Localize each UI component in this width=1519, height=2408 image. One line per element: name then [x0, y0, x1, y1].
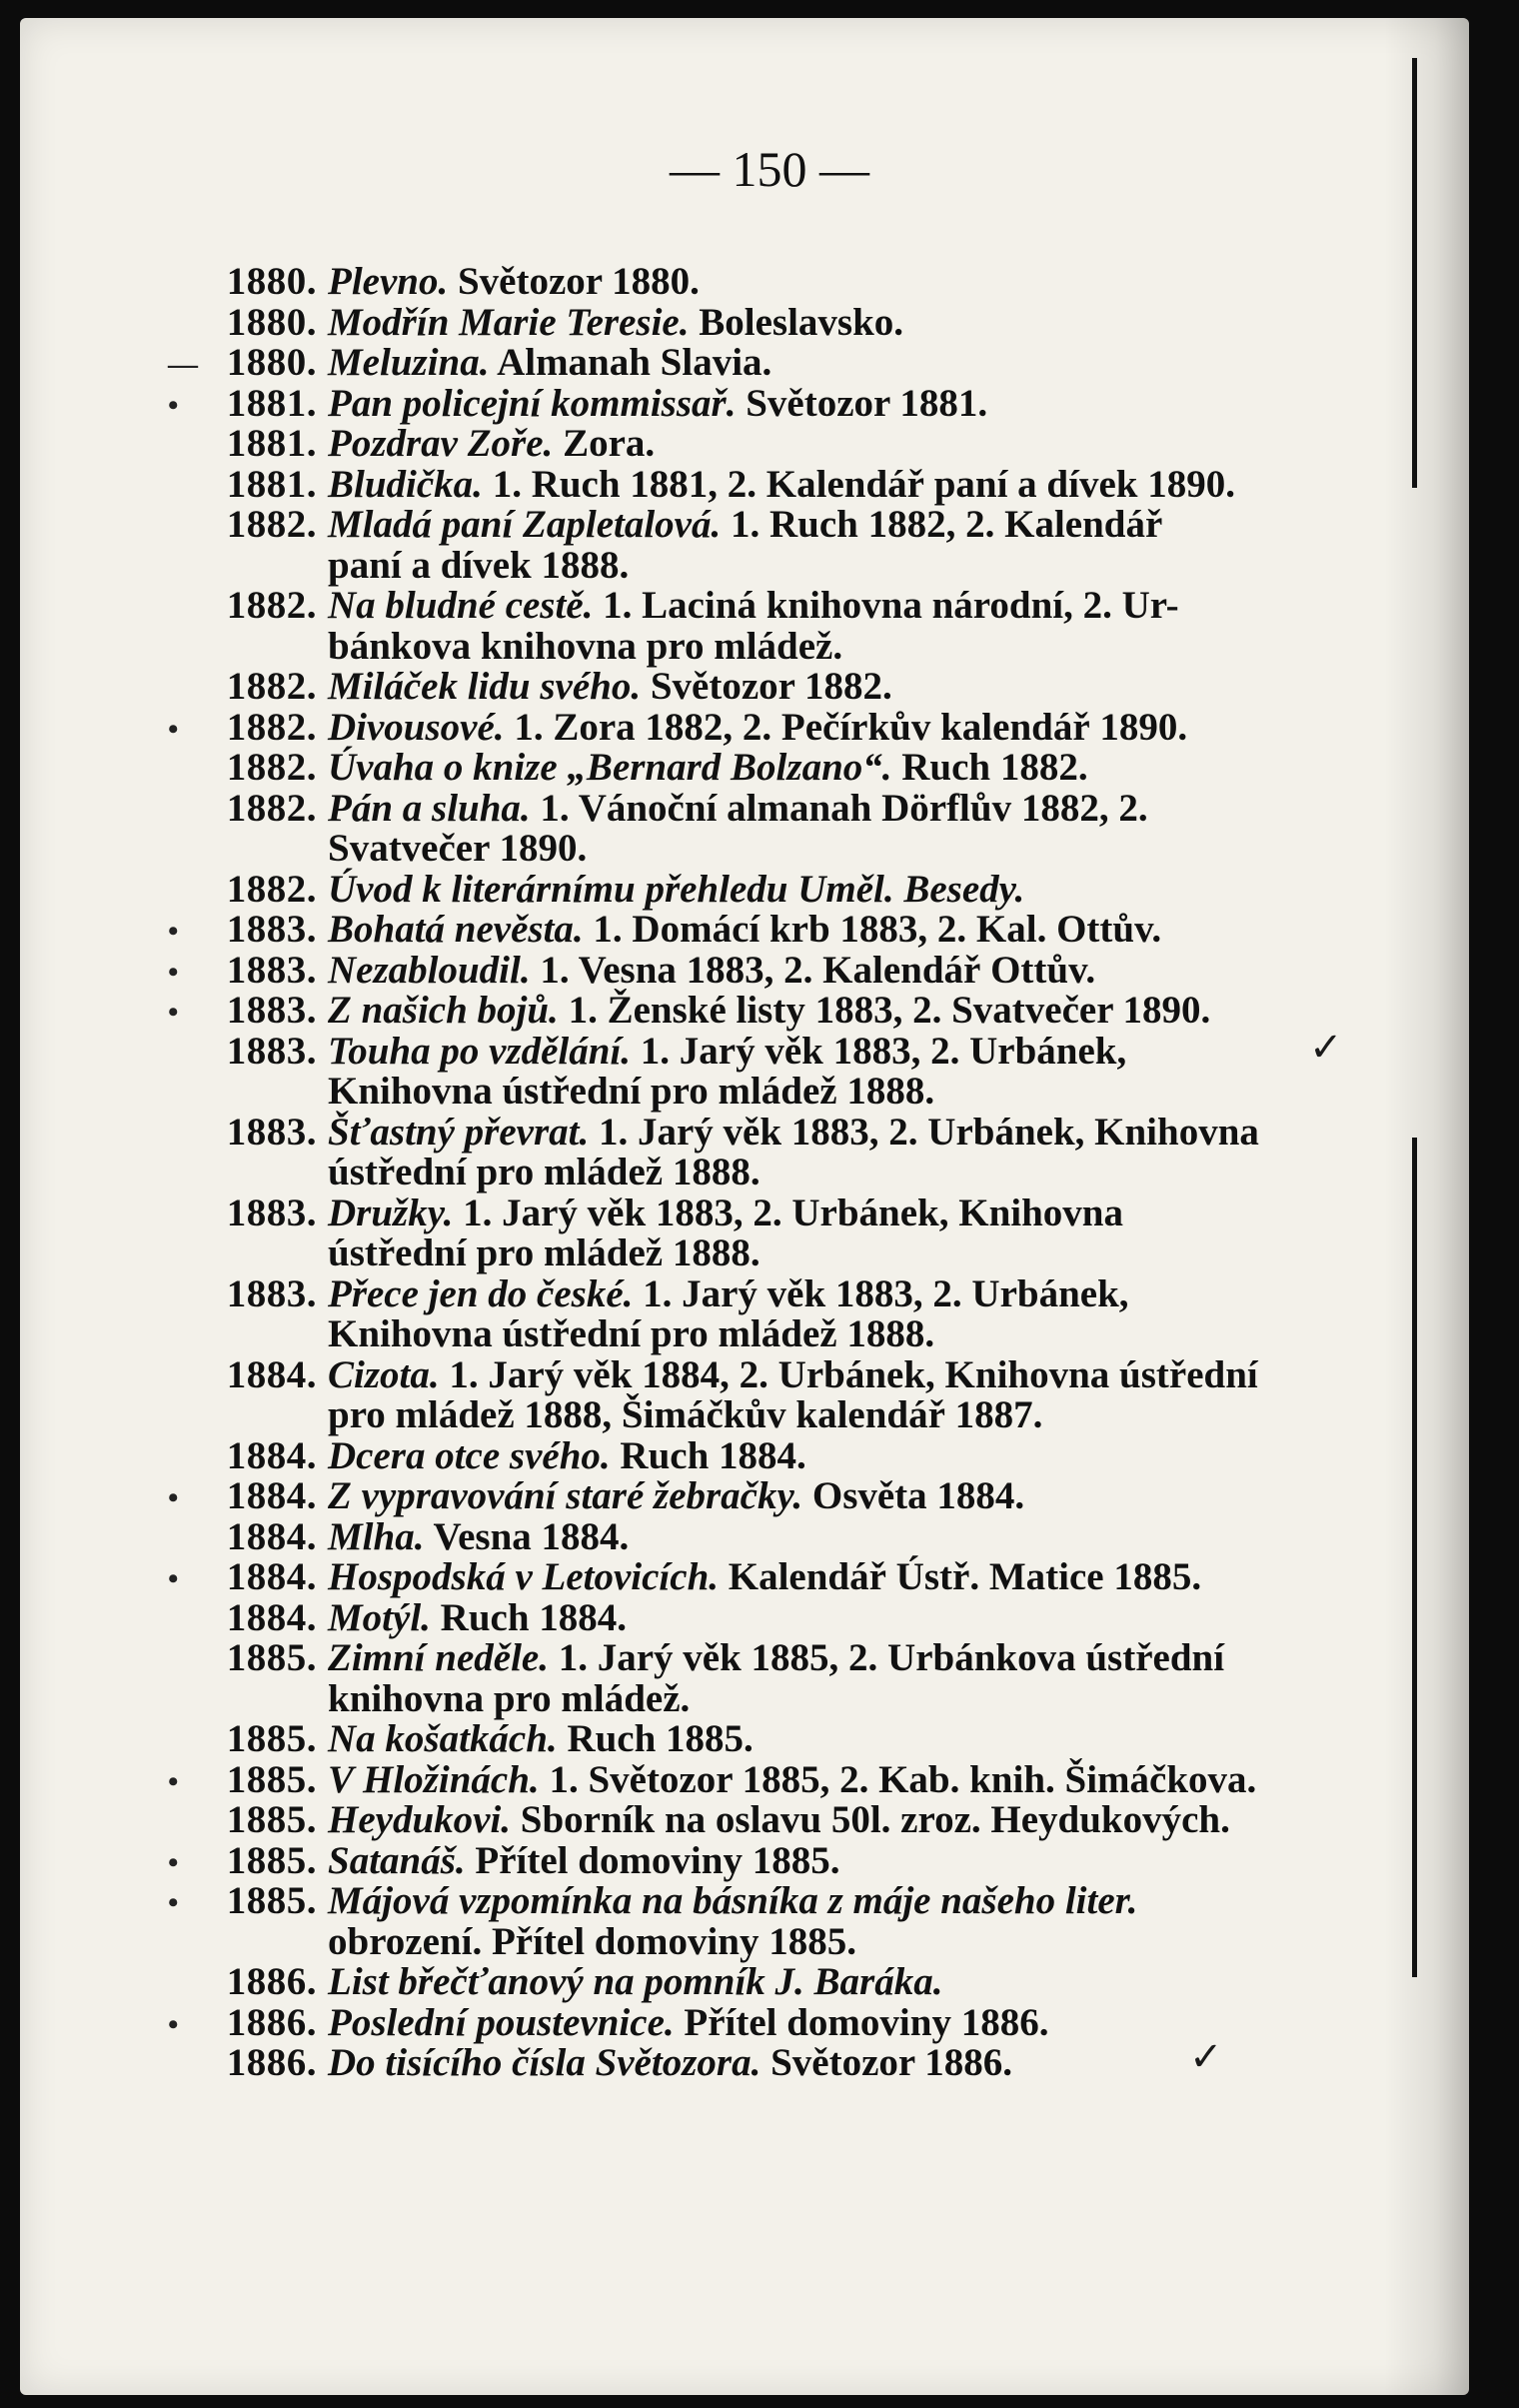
- entry-year: 1882.: [226, 665, 317, 708]
- entry-continuation: ústřední pro mládež 1888.: [328, 1231, 760, 1274]
- bibliography-entry: [0, 748, 1449, 789]
- entry-text: [328, 381, 988, 425]
- entry-line: [0, 1838, 1449, 1882]
- entry-line: [0, 1800, 1449, 1841]
- bibliography-entry: [0, 262, 1449, 303]
- entry-source: 1. Jarý věk 1884, 2. Urbánek, Knihovna ústřední: [439, 1352, 1258, 1396]
- entry-year: 1881.: [226, 422, 317, 465]
- entry-title: Z našich bojů.: [328, 989, 559, 1032]
- entry-title: V Hložinách.: [328, 1757, 540, 1801]
- entry-text: [328, 867, 1025, 911]
- entry-source: Přítel domoviny 1886.: [674, 2000, 1049, 2044]
- entry-title: Úvaha o knize „Bernard Bolzano“.: [328, 746, 892, 789]
- entry-text: [328, 462, 1235, 506]
- entry-title: Mladá paní Zapletalová.: [328, 503, 722, 546]
- entry-source: 1. Jarý věk 1883, 2. Urbánek,: [633, 1271, 1129, 1315]
- entry-source: Vesna 1884.: [424, 1514, 630, 1558]
- entry-text: [328, 748, 1088, 789]
- entry-title: Poslední poustevnice.: [328, 2000, 675, 2044]
- entry-line: [0, 705, 1449, 749]
- bibliography-entry: [0, 424, 1449, 465]
- bibliography-entry: [0, 381, 1449, 425]
- entry-line: [0, 867, 1449, 911]
- entry-title: Zimní neděle.: [328, 1636, 549, 1679]
- bibliography-entry: [0, 462, 1449, 506]
- entry-source: 1. Zora 1882, 2. Pečírkův kalendář 1890.: [504, 705, 1188, 749]
- entry-year: 1880.: [226, 341, 317, 384]
- entry-line: [0, 667, 1449, 708]
- entry-year: 1882.: [226, 786, 317, 830]
- entry-text: [328, 667, 892, 708]
- entry-title: Divousové.: [328, 705, 505, 749]
- entry-source: Světozor 1880.: [448, 260, 700, 303]
- entry-text: [328, 1557, 1201, 1598]
- entry-source: Kalendář Ústř. Matice 1885.: [719, 1555, 1202, 1598]
- entry-text: [328, 1029, 1127, 1073]
- entry-text: [328, 586, 1179, 627]
- entry-title: Cizota.: [328, 1352, 440, 1396]
- entry-title: Úvod k literárnímu přehledu Uměl. Besedy.: [328, 867, 1025, 911]
- entry-text: [328, 1638, 1224, 1679]
- entry-text: [328, 1719, 754, 1760]
- entry-text: [328, 1476, 1024, 1517]
- entry-text: [328, 2000, 1049, 2044]
- bibliography-entry: [0, 2043, 1449, 2084]
- entry-title: Pán a sluha.: [328, 786, 531, 830]
- entry-year: 1885.: [226, 1717, 317, 1760]
- entry-title: List břečťanový na pomník J. Baráka.: [328, 1960, 943, 2003]
- entry-line: [0, 1557, 1449, 1598]
- entry-year: 1882.: [226, 584, 317, 627]
- entry-title: Přece jen do české.: [328, 1271, 634, 1315]
- entry-text: [328, 991, 1210, 1032]
- entry-text: [328, 1881, 1137, 1922]
- entry-year: 1880.: [226, 260, 317, 303]
- entry-text: [328, 424, 655, 465]
- bibliography-entry: [0, 300, 1449, 344]
- entry-source: 1. Ženské listy 1883, 2. Svatvečer 1890.: [558, 989, 1211, 1032]
- bibliography-list: [0, 262, 1449, 2084]
- entry-year: 1884.: [226, 1595, 317, 1639]
- bibliography-entry: [0, 2000, 1449, 2044]
- entry-continuation: ústřední pro mládež 1888.: [328, 1151, 760, 1194]
- margin-mark: •: [168, 2007, 179, 2041]
- entry-text: [328, 948, 1096, 992]
- entry-continuation-line: [0, 1676, 1449, 1720]
- entry-year: 1885.: [226, 1757, 317, 1801]
- entry-title: Modřín Marie Teresie.: [328, 300, 690, 344]
- entry-year: 1885.: [226, 1636, 317, 1679]
- entry-text: [328, 1595, 628, 1639]
- entry-line: [0, 300, 1449, 344]
- entry-continuation: paní a dívek 1888.: [328, 543, 630, 587]
- entry-year: 1880.: [226, 300, 317, 344]
- margin-mark: •: [168, 955, 179, 989]
- entry-source: Almanah Slavia.: [489, 341, 772, 384]
- entry-title: Z vypravování staré žebračky.: [328, 1474, 803, 1517]
- entry-text: [328, 1757, 1257, 1801]
- entry-text: [328, 786, 1148, 830]
- entry-year: 1882.: [226, 503, 317, 546]
- entry-source: 1. Vesna 1883, 2. Kalendář Ottův.: [530, 948, 1096, 992]
- entry-continuation-line: [0, 829, 1449, 870]
- bibliography-entry: [0, 1638, 1449, 1719]
- entry-year: 1883.: [226, 989, 317, 1032]
- entry-source: Přítel domoviny 1885.: [465, 1838, 840, 1882]
- entry-line: [0, 910, 1449, 951]
- entry-source: Ruch 1885.: [557, 1717, 754, 1760]
- entry-source: Boleslavsko.: [689, 300, 904, 344]
- entry-line: [0, 1638, 1449, 1679]
- bibliography-entry: [0, 1110, 1449, 1194]
- entry-line: [0, 1514, 1449, 1558]
- bibliography-entry: [0, 786, 1449, 870]
- entry-year: 1883.: [226, 908, 317, 951]
- entry-continuation-line: [0, 543, 1449, 587]
- entry-continuation: Svatvečer 1890.: [328, 827, 588, 870]
- bibliography-entry: [0, 1881, 1449, 1962]
- entry-line: [0, 1029, 1449, 1073]
- entry-continuation-line: [0, 1919, 1449, 1963]
- entry-line: [0, 1110, 1449, 1154]
- entry-text: [328, 505, 1162, 546]
- entry-year: 1883.: [226, 1110, 317, 1154]
- entry-title: Pan policejní kommissař.: [328, 381, 737, 425]
- entry-line: [0, 462, 1449, 506]
- entry-source: 1. Jarý věk 1885, 2. Urbánkova ústřední: [548, 1636, 1225, 1679]
- entry-line: [0, 1433, 1449, 1477]
- entry-continuation: bánkova knihovna pro mládež.: [328, 624, 843, 668]
- entry-title: Do tisícího čísla Světozora.: [328, 2041, 761, 2084]
- bibliography-entry: [0, 1271, 1449, 1355]
- bibliography-entry: [0, 1557, 1449, 1598]
- entry-continuation-line: [0, 1072, 1449, 1113]
- entry-line: [0, 948, 1449, 992]
- entry-title: Touha po vzdělání.: [328, 1029, 632, 1073]
- entry-line: [0, 1191, 1449, 1234]
- entry-continuation: Knihovna ústřední pro mládež 1888.: [328, 1312, 935, 1355]
- entry-text: [328, 1838, 840, 1882]
- page-number: — 150 —: [670, 141, 869, 197]
- entry-year: 1882.: [226, 746, 317, 789]
- entry-text: [328, 1962, 943, 2003]
- entry-year: 1883.: [226, 948, 317, 992]
- entry-source: Osvěta 1884.: [802, 1474, 1025, 1517]
- bibliography-entry: [0, 1433, 1449, 1477]
- bibliography-entry: [0, 667, 1449, 708]
- entry-text: [328, 1514, 630, 1558]
- bibliography-entry: [0, 505, 1449, 586]
- bibliography-entry: [0, 948, 1449, 992]
- entry-line: [0, 424, 1449, 465]
- entry-title: Dcera otce svého.: [328, 1433, 611, 1477]
- entry-continuation-line: [0, 624, 1449, 668]
- margin-mark: •: [168, 915, 179, 948]
- entry-source: Světozor 1881.: [736, 381, 988, 425]
- entry-source: 1. Jarý věk 1883, 2. Urbánek,: [631, 1029, 1127, 1073]
- entry-continuation: obrození. Přítel domoviny 1885.: [328, 1919, 856, 1963]
- margin-mark: —: [168, 348, 198, 381]
- entry-continuation: pro mládež 1888, Šimáčkův kalendář 1887.: [328, 1393, 1043, 1436]
- entry-year: 1886.: [226, 2041, 317, 2084]
- entry-line: [0, 2000, 1449, 2044]
- entry-year: 1883.: [226, 1029, 317, 1073]
- entry-line: [0, 786, 1449, 830]
- entry-year: 1881.: [226, 381, 317, 425]
- entry-year: 1884.: [226, 1514, 317, 1558]
- entry-year: 1884.: [226, 1433, 317, 1477]
- entry-continuation: Knihovna ústřední pro mládež 1888.: [328, 1070, 935, 1113]
- entry-text: [328, 1271, 1129, 1315]
- entry-text: [328, 2043, 1012, 2084]
- entry-title: Heydukovi.: [328, 1798, 512, 1841]
- entry-line: [0, 748, 1449, 789]
- bibliography-entry: [0, 1757, 1449, 1801]
- entry-year: 1884.: [226, 1352, 317, 1396]
- entry-line: [0, 586, 1449, 627]
- bibliography-entry: [0, 1476, 1449, 1517]
- entry-source: Světozor 1886.: [760, 2041, 1012, 2084]
- entry-title: Satanáš.: [328, 1838, 466, 1882]
- entry-year: 1881.: [226, 462, 317, 506]
- entry-text: [328, 262, 700, 303]
- bibliography-entry: [0, 867, 1449, 911]
- entry-source: Sborník na oslavu 50l. zroz. Heydukových.: [511, 1798, 1230, 1841]
- entry-year: 1884.: [226, 1474, 317, 1517]
- entry-source: 1. Domácí krb 1883, 2. Kal. Ottův.: [583, 908, 1162, 951]
- entry-source: 1. Světozor 1885, 2. Kab. knih. Šimáčkova.: [539, 1757, 1257, 1801]
- entry-source: Ruch 1882.: [891, 746, 1088, 789]
- entry-year: 1884.: [226, 1555, 317, 1598]
- entry-source: Světozor 1882.: [641, 665, 892, 708]
- entry-text: [328, 910, 1161, 951]
- entry-line: [0, 1476, 1449, 1517]
- entry-source: Ruch 1884.: [610, 1433, 806, 1477]
- entry-line: [0, 381, 1449, 425]
- entry-line: [0, 1595, 1449, 1639]
- entry-line: [0, 505, 1449, 546]
- entry-text: [328, 1191, 1123, 1234]
- entry-text: [328, 705, 1188, 749]
- bibliography-entry: [0, 1719, 1449, 1760]
- entry-year: 1883.: [226, 1271, 317, 1315]
- entry-line: [0, 1962, 1449, 2003]
- entry-text: [328, 1433, 806, 1477]
- entry-title: Nezabloudil.: [328, 948, 531, 992]
- entry-source: Zora.: [553, 422, 656, 465]
- entry-title: Družky.: [328, 1191, 454, 1234]
- bibliography-entry: [0, 705, 1449, 749]
- entry-title: Miláček lidu svého.: [328, 665, 642, 708]
- bibliography-entry: [0, 1029, 1449, 1113]
- entry-continuation-line: [0, 1395, 1449, 1436]
- entry-title: Májová vzpomínka na básníka z máje našeho liter.: [328, 1879, 1138, 1922]
- margin-mark: •: [168, 1481, 179, 1514]
- entry-title: Bludička.: [328, 462, 483, 506]
- entry-source: 1. Jarý věk 1883, 2. Urbánek, Knihovna: [589, 1110, 1259, 1154]
- entry-year: 1882.: [226, 705, 317, 749]
- bibliography-entry: [0, 1514, 1449, 1558]
- pencil-check-icon: ✓: [1189, 2034, 1223, 2080]
- entry-line: [0, 262, 1449, 303]
- entry-continuation: knihovna pro mládež.: [328, 1676, 691, 1720]
- entry-line: [0, 991, 1449, 1032]
- entry-text: [328, 300, 904, 344]
- margin-mark: •: [168, 996, 179, 1029]
- bibliography-entry: [0, 1595, 1449, 1639]
- pencil-check-icon: ✓: [1309, 1025, 1343, 1071]
- entry-title: Na bludné cestě.: [328, 584, 594, 627]
- bibliography-entry: [0, 343, 1449, 384]
- margin-mark: •: [168, 388, 179, 422]
- entry-year: 1885.: [226, 1798, 317, 1841]
- entry-year: 1885.: [226, 1879, 317, 1922]
- margin-mark: •: [168, 712, 179, 746]
- bibliography-entry: [0, 1352, 1449, 1436]
- bibliography-entry: [0, 991, 1449, 1032]
- margin-mark: •: [168, 1764, 179, 1798]
- entry-title: Hospodská v Letovicích.: [328, 1555, 720, 1598]
- entry-line: [0, 1271, 1449, 1315]
- entry-year: 1883.: [226, 1191, 317, 1234]
- entry-text: [328, 1352, 1258, 1396]
- entry-year: 1886.: [226, 2000, 317, 2044]
- entry-source: 1. Ruch 1881, 2. Kalendář paní a dívek 1890.: [482, 462, 1235, 506]
- entry-text: [328, 343, 771, 384]
- entry-continuation-line: [0, 1314, 1449, 1355]
- entry-line: [0, 1757, 1449, 1801]
- bibliography-entry: [0, 910, 1449, 951]
- entry-title: Mlha.: [328, 1514, 425, 1558]
- entry-year: 1882.: [226, 867, 317, 911]
- margin-mark: •: [168, 1886, 179, 1919]
- entry-text: [328, 1800, 1230, 1841]
- bibliography-entry: [0, 1800, 1449, 1841]
- bibliography-entry: [0, 1962, 1449, 2003]
- bibliography-entry: [0, 1191, 1449, 1274]
- entry-source: 1. Jarý věk 1883, 2. Urbánek, Knihovna: [453, 1191, 1123, 1234]
- entry-source: 1. Ruch 1882, 2. Kalendář: [721, 503, 1163, 546]
- entry-source: 1. Vánoční almanah Dörflův 1882, 2.: [530, 786, 1148, 830]
- entry-line: [0, 1352, 1449, 1396]
- entry-continuation-line: [0, 1153, 1449, 1194]
- entry-line: [0, 1881, 1449, 1922]
- entry-continuation-line: [0, 1233, 1449, 1274]
- entry-title: Šťastný převrat.: [328, 1110, 590, 1154]
- entry-title: Bohatá nevěsta.: [328, 908, 584, 951]
- margin-mark: •: [168, 1845, 179, 1879]
- margin-mark: •: [168, 1562, 179, 1595]
- entry-line: [0, 2043, 1449, 2084]
- entry-year: 1886.: [226, 1960, 317, 2003]
- entry-line: [0, 1719, 1449, 1760]
- entry-title: Plevno.: [328, 260, 449, 303]
- entry-line: [0, 343, 1449, 384]
- bibliography-entry: [0, 586, 1449, 667]
- entry-text: [328, 1110, 1259, 1154]
- entry-title: Motýl.: [328, 1595, 431, 1639]
- entry-title: Pozdrav Zoře.: [328, 422, 554, 465]
- entry-source: 1. Laciná knihovna národní, 2. Ur-: [593, 584, 1179, 627]
- entry-source: Ruch 1884.: [430, 1595, 628, 1639]
- entry-title: Na košatkách.: [328, 1717, 558, 1760]
- entry-title: Meluzina.: [328, 341, 490, 384]
- entry-year: 1885.: [226, 1838, 317, 1882]
- bibliography-entry: [0, 1838, 1449, 1882]
